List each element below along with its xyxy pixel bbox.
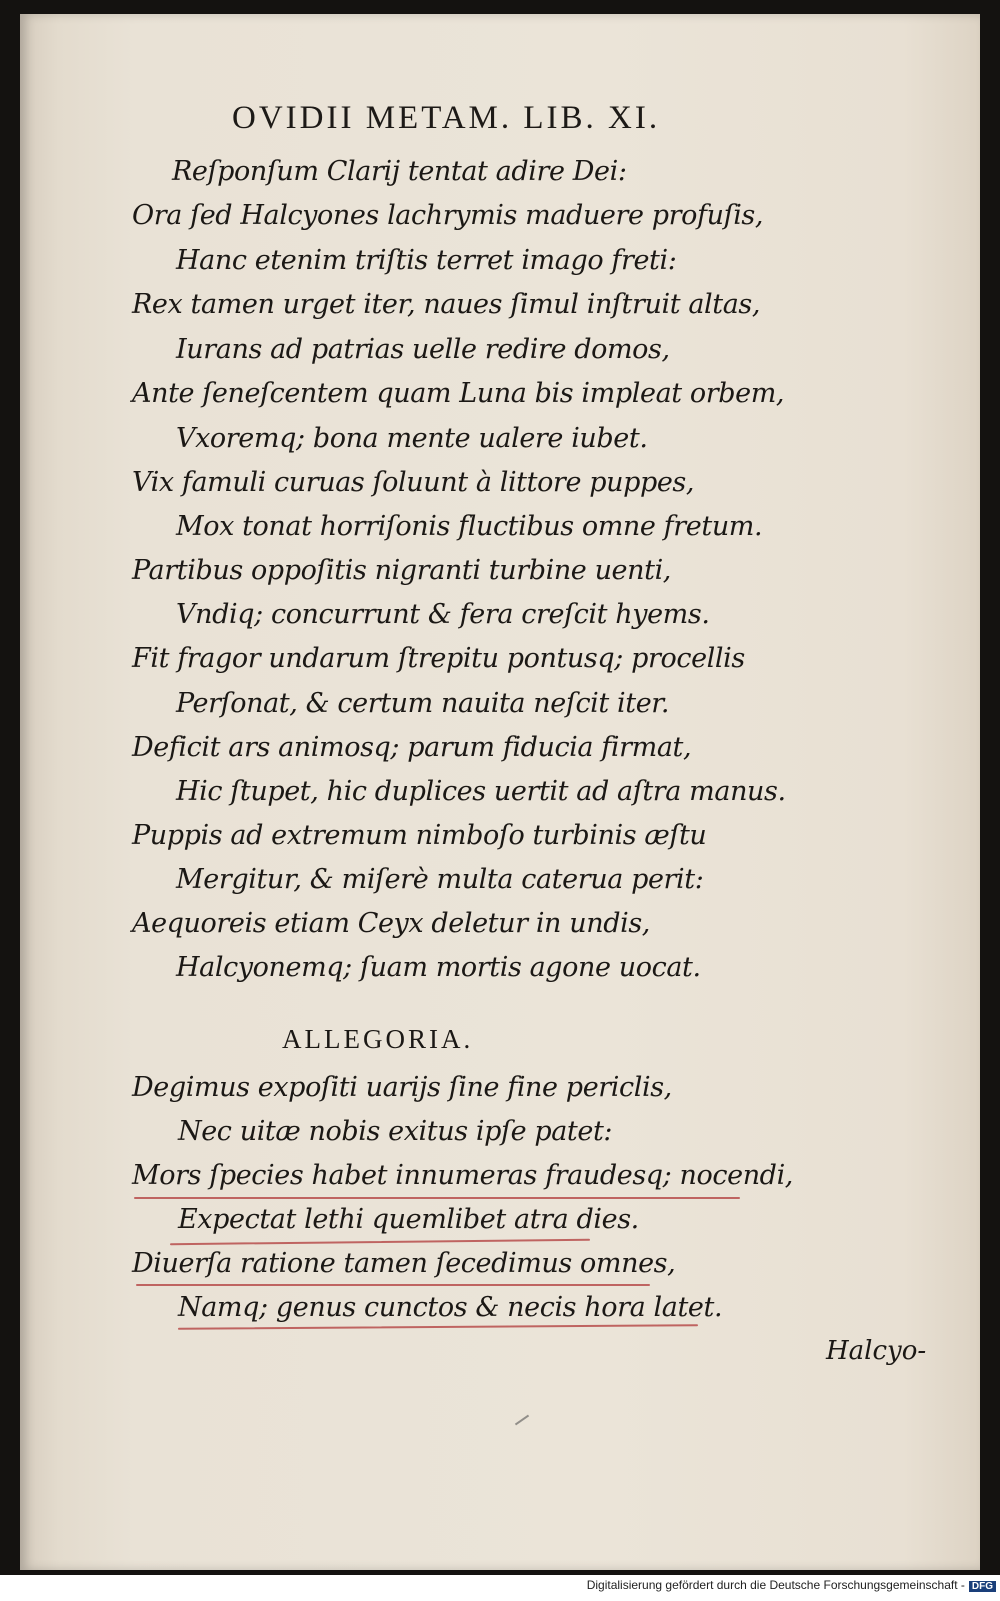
verse-line: Vndiq; concurrunt & fera creſcit hyems. (176, 599, 710, 630)
verse-line: Halcyonemq; ſuam mortis agone uocat. (176, 952, 701, 983)
verse-line: Partibus oppoſitis nigranti turbine uenti, (132, 555, 671, 586)
verse-line: Ante ſeneſcentem quam Luna bis impleat orbem, (132, 378, 785, 409)
verse-line: Expectat lethi quemlibet atra dies. (178, 1204, 639, 1235)
red-underline (134, 1197, 740, 1199)
digitization-credit (0, 1578, 996, 1592)
verse-line: Deficit ars animosq; parum fiducia firmat, (132, 732, 692, 763)
verse-line: Namq; genus cunctos & necis hora latet. (178, 1292, 723, 1323)
verse-line: Vxoremq; bona mente ualere iubet. (176, 423, 648, 454)
red-underline (136, 1284, 650, 1286)
book-page (20, 14, 980, 1570)
verse-line: Mergitur, & miſerè multa caterua perit: (176, 864, 704, 895)
credit-text: Digitalisierung gefördert durch die Deutsche Forschungsgemeinschaft - (586, 1578, 965, 1592)
verse-line: Hic ſtupet, hic duplices uertit ad aſtra manus. (176, 776, 786, 807)
verse-line: Ora ſed Halcyones lachrymis maduere profuſis, (132, 200, 764, 231)
verse-line: Iurans ad patrias uelle redire domos, (176, 334, 670, 365)
verse-line: Reſponſum Clarij tentat adire Dei: (172, 156, 627, 187)
running-head: OVIDII METAM. LIB. XI. (232, 100, 661, 136)
catchword: Halcyo- (826, 1336, 927, 1366)
verse-line: Hanc etenim triſtis terret imago freti: (176, 245, 677, 276)
verse-line: Degimus expoſiti uarijs ſine fine periclis, (132, 1072, 672, 1103)
verse-line: Mors ſpecies habet innumeras fraudesq; nocendi, (132, 1160, 793, 1191)
verse-line: Vix famuli curuas ſoluunt à littore puppes, (132, 467, 695, 498)
dfg-logo-icon: DFG (969, 1581, 996, 1592)
section-heading: ALLEGORIA. (282, 1024, 474, 1054)
verse-line: Mox tonat horriſonis fluctibus omne fretum. (176, 511, 763, 542)
verse-line: Perſonat, & certum nauita neſcit iter. (176, 688, 670, 719)
verse-line: Nec uitæ nobis exitus ipſe patet: (178, 1116, 613, 1147)
verse-line: Aequoreis etiam Ceyx deletur in undis, (132, 908, 650, 939)
verse-line: Rex tamen urget iter, naues ſimul inſtruit altas, (132, 289, 761, 320)
verse-line: Fit fragor undarum ſtrepitu pontusq; procellis (132, 643, 745, 674)
verse-line: Diuerſa ratione tamen ſecedimus omnes, (132, 1248, 676, 1279)
verse-line: Puppis ad extremum nimboſo turbinis æſtu (132, 820, 707, 851)
